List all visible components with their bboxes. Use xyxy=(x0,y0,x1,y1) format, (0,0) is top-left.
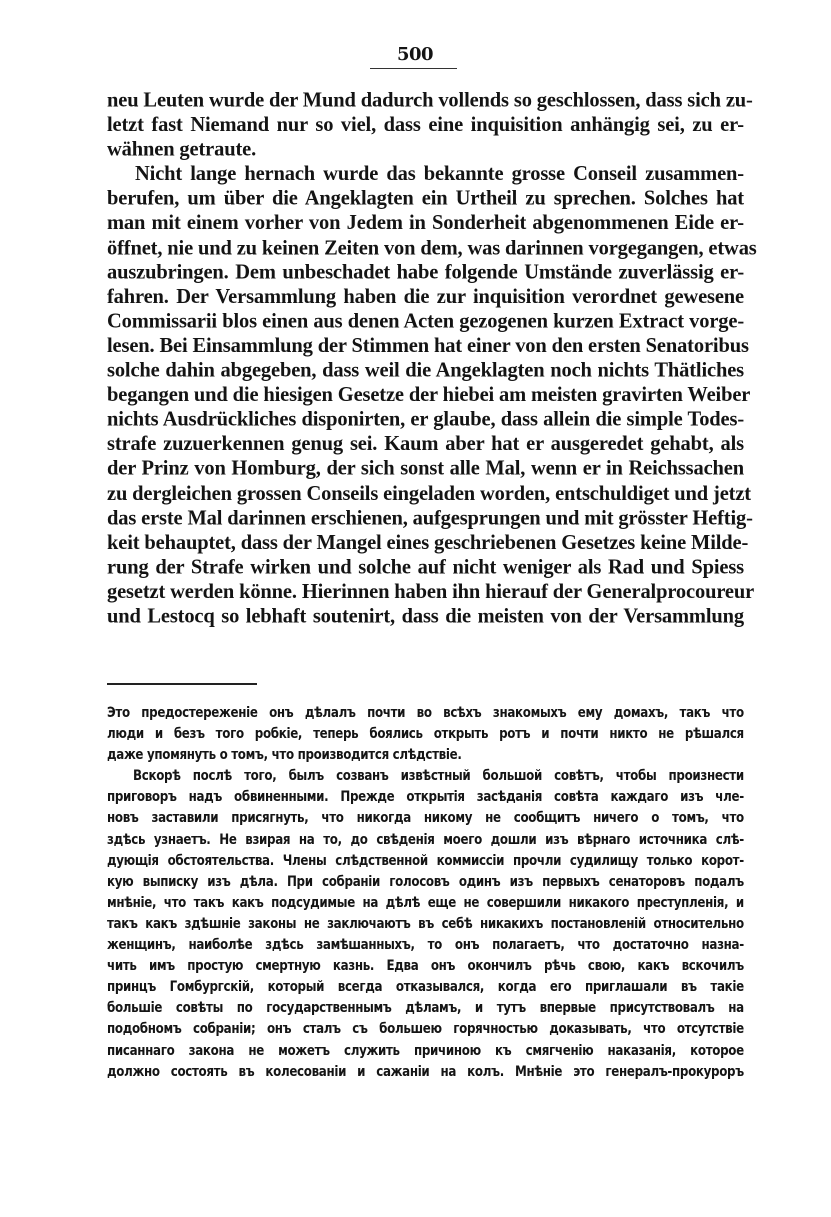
main-paragraph-1 xyxy=(107,88,753,162)
footnote-separator xyxy=(107,683,257,685)
text-line: wähnen getraute. xyxy=(107,138,257,161)
footnote-line: женщинъ, наиболѣе здѣсь замѣшанныхъ, то онъ полагаетъ, что достаточно назна- xyxy=(107,937,744,954)
text-line: nichts Ausdrückliches disponirten, er glaube, dass allein die simple Todes- xyxy=(107,408,744,431)
footnote-line: большіе совѣты по государственнымъ дѣламъ, и тутъ впервые присутствовалъ на xyxy=(107,1000,744,1017)
footnote-line: приговоръ надъ обвиненными. Прежде открытія засѣданія совѣта каждаго изъ чле- xyxy=(107,789,744,806)
footnote-line: новъ заставили присягнуть, что никогда никому не сообщитъ ничего о томъ, что xyxy=(107,810,744,827)
text-line: und Lestocq so lebhaft soutenirt, dass die meisten von der Versammlung xyxy=(107,605,744,628)
footnote-line: принцъ Гомбургскій, который всегда отказывался, когда его приглашали въ такіе xyxy=(107,979,744,996)
text-line: gesetzt werden könne. Hierinnen haben ihn hierauf der Generalprocoureur xyxy=(107,580,755,603)
page-number: 500 xyxy=(396,44,434,65)
text-line: lesen. Bei Einsammlung der Stimmen hat einer von den ersten Senatoribus xyxy=(107,334,749,358)
text-line: berufen, um über die Angeklagten ein Urtheil zu sprechen. Solches hat xyxy=(107,187,744,210)
text-line: Nicht lange hernach wurde das bekannte grosse Conseil zusammen- xyxy=(135,162,744,186)
main-paragraph-2 xyxy=(107,162,757,629)
footnote-translation xyxy=(107,703,744,1083)
footnote-line: писаннаго закона не можетъ служить причиною къ смягченію наказанія, которое xyxy=(107,1042,744,1059)
text-line: begangen und die hiesigen Gesetze der hiebei am meisten gravirten Weiber xyxy=(107,383,751,407)
text-line: letzt fast Niemand nur so viel, dass eine inquisition anhängig sei, zu er- xyxy=(107,113,744,137)
main-text-body xyxy=(107,88,757,629)
footnote-line: люди и безъ того робкіе, теперь боялись открыть ротъ и почти никто не рѣшался xyxy=(107,726,744,743)
text-line: neu Leuten wurde der Mund dadurch vollends so geschlossen, dass sich zu- xyxy=(107,89,753,112)
footnote-line: даже упомянуть о томъ, что производится слѣдствіе. xyxy=(107,747,462,764)
text-line: rung der Strafe wirken und solche auf nicht weniger als Rad und Spiess xyxy=(107,555,744,579)
page-number-rule xyxy=(370,68,457,69)
text-line: keit behauptet, dass der Mangel eines geschriebenen Gesetzes keine Milde- xyxy=(107,531,749,554)
text-line: Commissarii blos einen aus denen Acten gezogenen kurzen Extract vorge- xyxy=(107,310,744,333)
text-line: auszubringen. Dem unbeschadet habe folgende Umstände zuverlässig er- xyxy=(107,261,744,284)
text-line: solche dahin abgegeben, dass weil die Angeklagten noch nichts Thätliches xyxy=(107,359,744,382)
footnote-paragraph-1 xyxy=(107,703,744,766)
text-line: das erste Mal darinnen erschienen, aufgesprungen und mit grösster Heftig- xyxy=(107,506,753,530)
footnote-line: Вскорѣ послѣ того, былъ созванъ извѣстный большой совѣтъ, чтобы произнести xyxy=(133,768,744,785)
footnote-line: кую выписку изъ дѣла. При собраніи голосовъ одинъ изъ первыхъ сенаторовъ подалъ xyxy=(107,873,744,890)
footnote-line: чить имъ простую смертную казнь. Едва онъ окончилъ рѣчь свою, какъ вскочилъ xyxy=(107,958,744,975)
text-line: man mit einem vorher von Jedem in Sonderheit abgenommenen Eide er- xyxy=(107,211,744,235)
footnote-paragraph-2 xyxy=(107,766,744,1082)
text-line: fahren. Der Versammlung haben die zur inquisition verordnet gewesene xyxy=(107,285,744,309)
footnote-line: дующія обстоятельства. Члены слѣдственной коммиссіи прочли судилищу только корот- xyxy=(107,852,744,869)
footnote-line: подобномъ собраніи; онъ сталъ съ большею горячностью доказывать, что отсутствіе xyxy=(107,1021,744,1038)
text-line: zu dergleichen grossen Conseils eingeladen worden, entschuldiget und jetzt xyxy=(107,482,751,505)
text-line: öffnet, nie und zu keinen Zeiten von dem, was darinnen vorgegangen, etwas xyxy=(107,236,757,259)
footnote-line: такъ какъ здѣшніе законы не заключаютъ въ себѣ никакихъ постановленій относительно xyxy=(107,915,744,932)
footnote-line: Это предостереженіе онъ дѣлалъ почти во всѣхъ знакомыхъ ему домахъ, такъ что xyxy=(107,705,744,721)
footnote-line: здѣсь узнаетъ. Не взирая на то, до свѣденія моего дошли изъ вѣрнаго источника слѣ- xyxy=(107,831,744,848)
footnote-line: мнѣніе, что такъ какъ подсудимые на дѣлѣ еще не совершили никакого преступленія, и xyxy=(107,894,744,911)
text-line: strafe zuzuerkennen genug sei. Kaum aber hat er ausgeredet gehabt, als xyxy=(107,433,744,456)
footnote-line: должно состоять въ колесованіи и сажаніи на колъ. Мнѣніе это генералъ-прокуроръ xyxy=(107,1063,744,1080)
text-line: der Prinz von Homburg, der sich sonst alle Mal, wenn er in Reichssachen xyxy=(107,457,744,481)
